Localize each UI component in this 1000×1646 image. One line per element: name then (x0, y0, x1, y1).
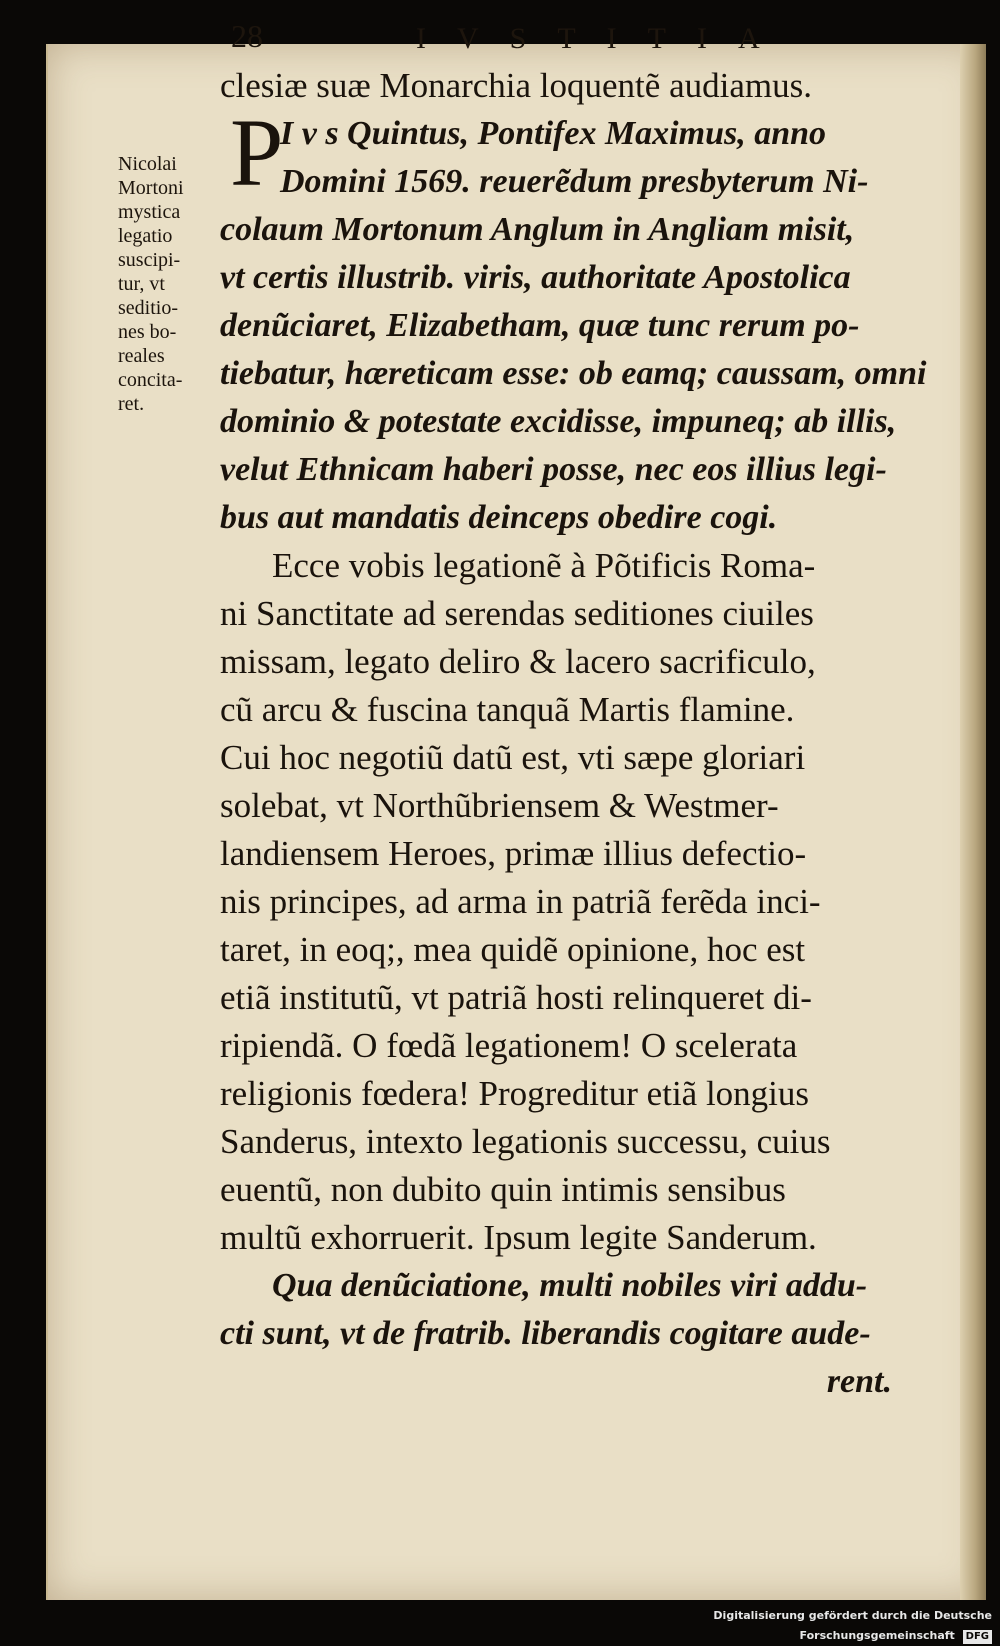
text-line: denũciaret, Elizabetham, quæ tunc rerum po- (220, 307, 860, 344)
text-line: Cui hoc negotiũ datũ est, vti sæpe gloriari (220, 738, 806, 777)
text-line: taret, in eoq;, mea quidẽ opinione, hoc est (220, 930, 806, 969)
margin-line: seditio- (118, 297, 178, 319)
text-line: clesiæ suæ Monarchia loquentẽ audiamus. (220, 66, 812, 105)
text-line: dominio & potestate excidisse, impuneq; ab illis, (220, 403, 897, 440)
text-line: Domini 1569. reuerẽdum presbyterum Ni- (280, 163, 869, 200)
margin-line: suscipi- (118, 249, 181, 271)
page-gutter (960, 44, 986, 1600)
text-line: multũ exhorruerit. Ipsum legite Sanderum. (220, 1218, 817, 1257)
text-line: I v s Quintus, Pontifex Maximus, anno (280, 115, 827, 152)
running-header (231, 18, 791, 62)
running-title: IVSTITIA (416, 22, 791, 55)
body-text (220, 62, 927, 1406)
margin-line: tur, vt (118, 273, 165, 295)
margin-line: reales (118, 345, 165, 367)
text-line: euentũ, non dubito quin intimis sensibus (220, 1170, 786, 1209)
margin-line: nes bo- (118, 321, 177, 343)
text-line: cti sunt, vt de fratrib. liberandis cogitare aude- (220, 1315, 871, 1352)
text-line: etiã institutũ, vt patriã hosti relinqueret di- (220, 978, 812, 1017)
text-line: ripiendã. O fœdã legationem! O scelerata (220, 1026, 798, 1065)
text-line: solebat, vt Northũbriensem & Westmer- (220, 786, 779, 825)
margin-line: legatio (118, 225, 173, 247)
text-line: tiebatur, hæreticam esse: ob eamq; caussam, omni (220, 355, 927, 392)
text-line: missam, legato deliro & lacero sacrificulo, (220, 642, 816, 681)
text-line: cũ arcu & fuscina tanquã Martis flamine. (220, 690, 795, 729)
credit-text: Digitalisierung gefördert durch die Deutsche Forschungsgemeinschaft (713, 1609, 992, 1642)
text-line: bus aut mandatis deinceps obedire cogi. (220, 499, 778, 536)
text-line: velut Ethnicam haberi posse, nec eos illius legi- (220, 451, 887, 488)
marginal-note (118, 152, 228, 416)
text-line: Qua denũciatione, multi nobiles viri addu- (272, 1267, 868, 1304)
margin-line: mystica (118, 201, 181, 223)
text-line: religionis fœdera! Progreditur etiã longius (220, 1074, 810, 1113)
text-line: landiensem Heroes, primæ illius defectio- (220, 834, 807, 873)
text-line: Sanderus, intexto legationis successu, cuius (220, 1122, 831, 1161)
margin-line: ret. (118, 393, 145, 415)
margin-line: Mortoni (118, 177, 184, 199)
margin-line: Nicolai (118, 153, 177, 175)
margin-line: concita- (118, 369, 183, 391)
text-line: vt certis illustrib. viris, authoritate Apostolica (220, 259, 851, 296)
text-line: rent. (826, 1363, 892, 1400)
text-line: ni Sanctitate ad serendas seditiones ciuiles (220, 594, 814, 633)
page-number: 28 (231, 18, 263, 54)
drop-capital: P (230, 99, 284, 206)
text-line: Ecce vobis legationẽ à Põtificis Roma- (272, 546, 816, 585)
digitization-credit (600, 1606, 992, 1642)
text-line: nis principes, ad arma in patriã ferẽda inci- (220, 882, 821, 921)
text-line: colaum Mortonum Anglum in Angliam misit, (220, 211, 855, 248)
dfg-logo: DFG (963, 1630, 992, 1644)
